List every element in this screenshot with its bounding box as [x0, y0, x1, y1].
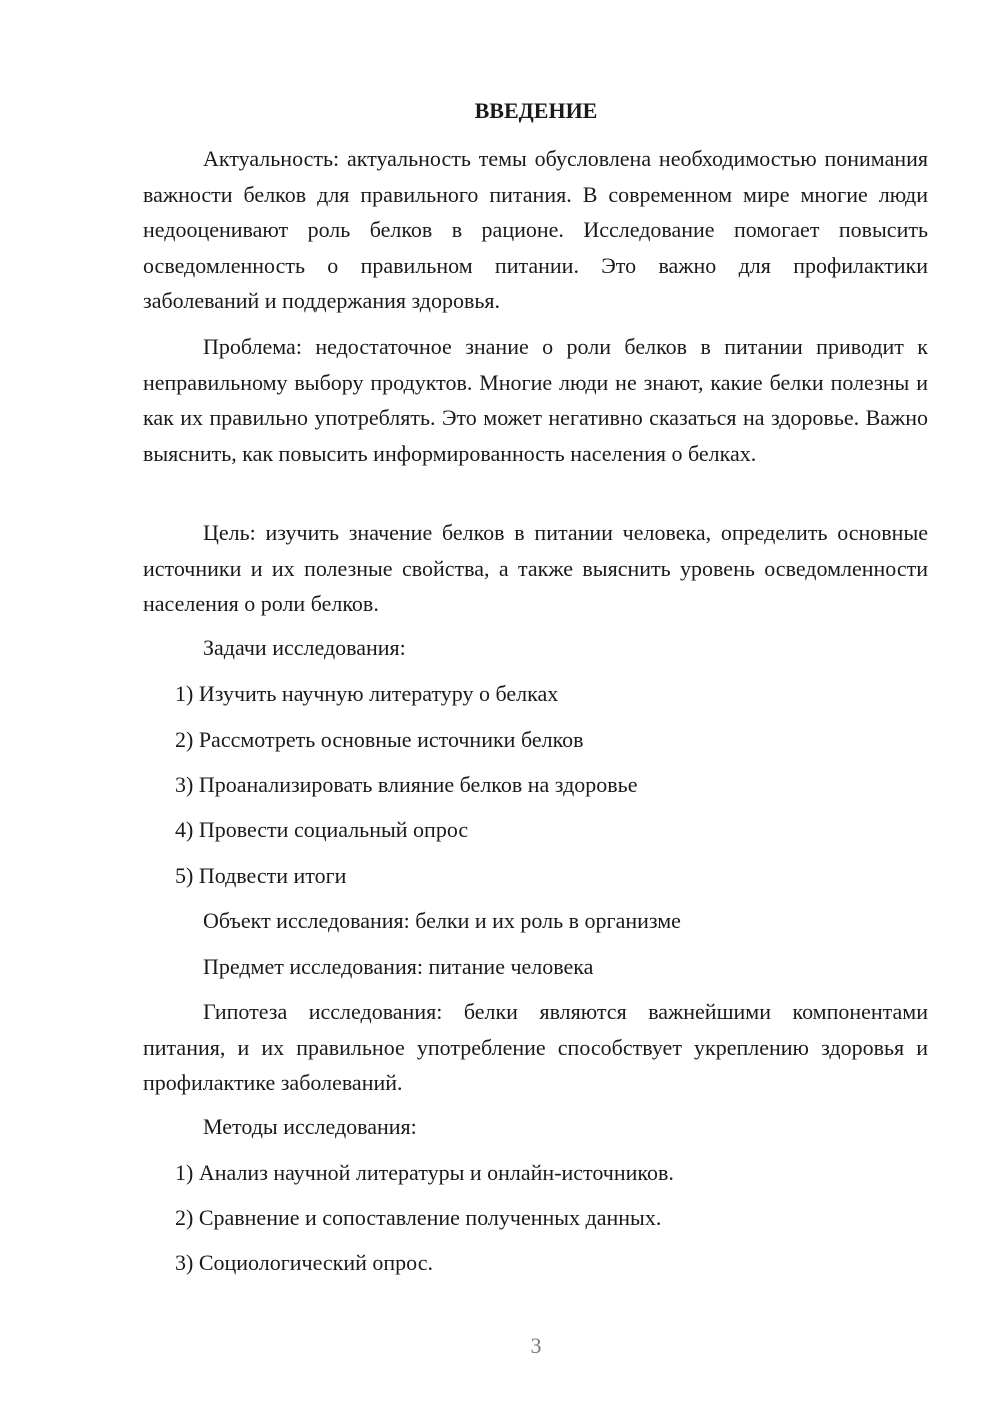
method-item: 1) Анализ научной литературы и онлайн-источников.	[175, 1160, 674, 1185]
task-item: 1) Изучить научную литературу о белках	[175, 681, 559, 706]
relevance-paragraph: Актуальность: актуальность темы обусловлена необходимостью понимания важности белков для правильного питания. В современном мире многие люди недооценивают роль белков в рационе. Исследование помогает повысить осведомленность о правильном питании. Это важно для профилактики заболеваний и поддержания здоровья.	[143, 146, 928, 313]
page-number: 3	[530, 1333, 542, 1358]
page-title: ВВЕДЕНИЕ	[474, 98, 598, 123]
object-line: Объект исследования: белки и их роль в организме	[203, 908, 681, 933]
goal-paragraph: Цель: изучить значение белков в питании человека, определить основные источники и их полезные свойства, а также выяснить уровень осведомленности населения о роли белков.	[143, 520, 928, 616]
tasks-heading: Задачи исследования:	[203, 635, 406, 660]
task-item: 2) Рассмотреть основные источники белков	[175, 727, 584, 752]
task-item: 3) Проанализировать влияние белков на здоровье	[175, 772, 638, 797]
problem-paragraph: Проблема: недостаточное знание о роли белков в питании приводит к неправильному выбору продуктов. Многие люди не знают, какие белки полезны и как их правильно употреблять. Это может негативно сказаться на здоровье. Важно выяснить, как повысить информированность населения о белках.	[143, 334, 928, 466]
subject-line: Предмет исследования: питание человека	[203, 954, 594, 979]
hypothesis-paragraph: Гипотеза исследования: белки являются важнейшими компонентами питания, и их правильное употребление способствует укреплению здоровья и профилактике заболеваний.	[143, 999, 928, 1095]
method-item: 3) Социологический опрос.	[175, 1250, 433, 1275]
task-item: 5) Подвести итоги	[175, 863, 347, 888]
method-item: 2) Сравнение и сопоставление полученных данных.	[175, 1205, 662, 1230]
task-item: 4) Провести социальный опрос	[175, 817, 469, 842]
methods-heading: Методы исследования:	[203, 1114, 417, 1139]
